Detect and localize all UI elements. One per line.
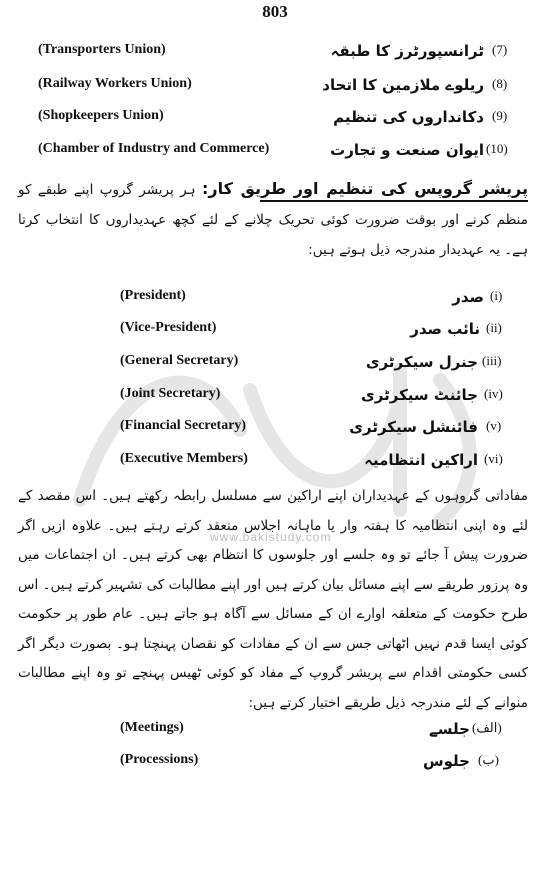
item-number: (الف) bbox=[472, 720, 502, 735]
item-number: (8) bbox=[492, 76, 508, 91]
item-number: (vi) bbox=[484, 451, 503, 466]
list-item bbox=[0, 353, 550, 375]
english-term: (President) bbox=[120, 288, 186, 303]
item-number: (ii) bbox=[486, 320, 502, 335]
english-term: (Executive Members) bbox=[120, 451, 248, 466]
english-term: (Vice-President) bbox=[120, 320, 217, 335]
heading-underline bbox=[260, 200, 528, 202]
page-number: 803 bbox=[262, 2, 288, 21]
list-item bbox=[0, 42, 550, 64]
urdu-term: جنرل سیکرٹری bbox=[365, 353, 478, 371]
list-item bbox=[0, 752, 550, 774]
list-item bbox=[0, 720, 550, 742]
item-number: (iv) bbox=[484, 386, 503, 401]
item-number: (ب) bbox=[478, 752, 499, 767]
list-item bbox=[0, 451, 550, 473]
urdu-term: اراکین انتظامیہ bbox=[364, 451, 478, 469]
urdu-term: دکانداروں کی تنظیم bbox=[333, 108, 484, 126]
item-number: (7) bbox=[492, 42, 508, 57]
item-number: (i) bbox=[490, 288, 503, 303]
section-heading: پریشر گروپس کی تنظیم اور طریق کار: bbox=[201, 179, 528, 198]
english-term: (Meetings) bbox=[120, 720, 184, 735]
list-item bbox=[0, 108, 550, 130]
section-paragraph bbox=[18, 174, 528, 265]
urdu-term: ریلوے ملازمین کا اتحاد bbox=[322, 76, 484, 94]
urdu-term: جلسے bbox=[429, 720, 470, 738]
body-paragraph: مفاداتی گروہوں کے عہدیداران اپنے اراکین سے مسلسل رابطہ رکھتے ہیں۔ اس مقصد کے لئے وہ اپنی انتظامیہ کا ہفتہ وار یا ماہانہ اجلاس منعقد کرتے رہتے ہیں۔ علاوہ ازیں اگر ضرورت پیش آ جائے تو وہ جلسے اور جلوسوں کا انتظام بھی کرتے ہیں۔ ان اجتماعات میں وہ پرزور طریقے سے اپنے مسائل بیان کرتے ہیں اور اپنے مطالبات کی تشہیر کرتے ہیں۔ اس طرح حکومت کے متعلقہ اوارے ان کے مسائل سے آگاہ ہو جاتے ہیں۔ عام طور پر حکومت کوئی ایسا قدم نہیں اٹھاتی جس سے ان کے مفادات کو نقصان پہنچتا ہو۔ بصورت دیگر اگر کسی حکومتی اقدام سے پریشر گروپ کے مفاد کو کوئی ٹھیس پہنچے تو وہ اپنے مطالبات منوانے کے لئے مندرجہ ذیل طریقے اختیار کرتے ہیں: bbox=[18, 488, 528, 711]
section-text: ہر پریشر گروپ اپنے طبقے کو منظم کرنے اور بوقت ضرورت کوئی تحریک چلانے کے لئے کچھ عہدیداروں کا انتخاب کرتا ہے۔ یہ عہدیدار مندرجہ ذیل ہوتے ہیں: bbox=[18, 182, 528, 258]
urdu-term: جائنٹ سیکرٹری bbox=[361, 386, 478, 404]
list-item bbox=[0, 76, 550, 98]
item-number: (10) bbox=[486, 141, 508, 156]
list-item bbox=[0, 288, 550, 310]
english-term: (Shopkeepers Union) bbox=[38, 108, 164, 123]
watermark-text: www.bakistudy.com bbox=[210, 530, 332, 544]
item-number: (9) bbox=[492, 108, 508, 123]
list-item bbox=[0, 386, 550, 408]
urdu-term: فائنشل سیکرٹری bbox=[349, 418, 478, 436]
english-term: (Joint Secretary) bbox=[120, 386, 221, 401]
english-term: (Railway Workers Union) bbox=[38, 76, 192, 91]
urdu-term: صدر bbox=[452, 288, 484, 306]
urdu-term: ایوان صنعت و تجارت bbox=[330, 141, 484, 159]
english-term: (Chamber of Industry and Commerce) bbox=[38, 141, 270, 156]
english-term: (Processions) bbox=[120, 752, 199, 767]
item-number: (v) bbox=[486, 418, 502, 433]
english-term: (General Secretary) bbox=[120, 353, 239, 368]
urdu-term: ٹرانسپورٹرز کا طبقہ bbox=[330, 42, 484, 60]
english-term: (Transporters Union) bbox=[38, 42, 166, 57]
list-item bbox=[0, 141, 550, 163]
urdu-term: جلوس bbox=[422, 752, 470, 770]
item-number: (iii) bbox=[482, 353, 502, 368]
english-term: (Financial Secretary) bbox=[120, 418, 247, 433]
list-item bbox=[0, 418, 550, 440]
urdu-term: نائب صدر bbox=[410, 320, 480, 338]
list-item bbox=[0, 320, 550, 342]
